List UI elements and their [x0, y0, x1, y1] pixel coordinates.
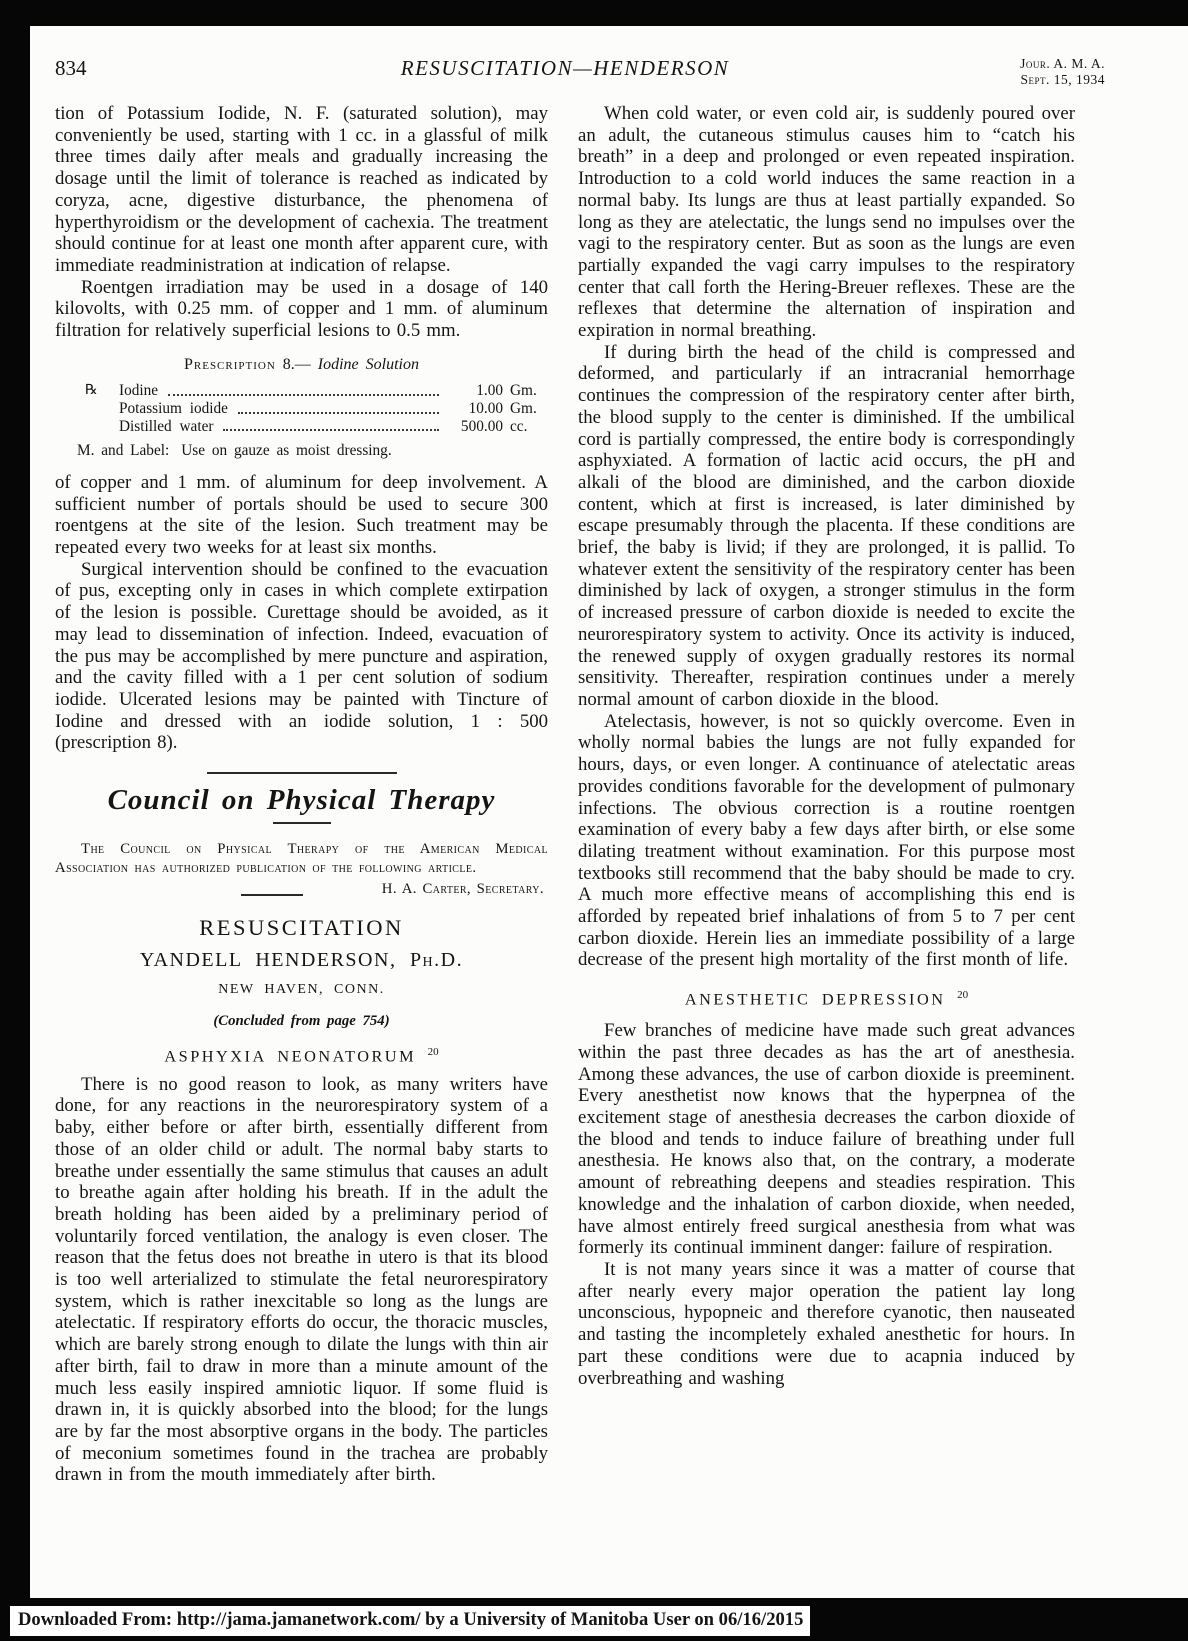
ingredient-name: Iodine	[119, 382, 159, 400]
section-heading-anesthetic	[578, 985, 1075, 1010]
prescription-row	[55, 400, 548, 418]
article-location: NEW HAVEN, CONN.	[218, 982, 385, 998]
ingredient-name: Potassium iodide	[119, 400, 228, 418]
dot-leader	[238, 412, 439, 414]
section-divider-rule	[207, 772, 397, 774]
secretary-row	[55, 879, 548, 903]
council-section-heading: Council on Physical Therapy	[107, 784, 496, 817]
journal-name: Jour. A. M. A.	[1020, 56, 1105, 71]
prescription-title-number: 8.—	[282, 355, 311, 373]
right-column	[578, 103, 1075, 1389]
running-title: RESUSCITATION—HENDERSON	[400, 56, 730, 80]
prescription-title	[55, 354, 548, 376]
page-header	[55, 56, 1105, 88]
section-heading-text: ASPHYXIA NEONATORUM	[164, 1046, 417, 1065]
body-paragraph: tion of Potassium Iodide, N. F. (saturated solution), may conveniently be used, starting with 1 cc. in a glassful of milk three times daily after meals and gradually increasing the dosage until the limit of tolerance is reached as indicated by coryza, acne, digestive disturbance, the phenomena of hyperthyroidism or the development of cachexia. The treatment should continue for at least one month after apparent cure, with immediate readministration at indication of relapse.	[55, 103, 548, 276]
ingredient-unit: cc.	[510, 417, 528, 435]
body-paragraph: Surgical intervention should be confined to the evacuation of pus, excepting only in cases in which complete extirpation of the lesion is possible. Curettage should be avoided, as it may lead to dissemination of infection. Indeed, evacuation of the pus may be accomplished by mere puncture and aspiration, and the cavity filled with a 1 per cent solution of sodium iodide. Ulcerated lesions may be painted with Tincture of Iodine and dressed with an iodide solution, 1 : 500 (prescription 8).	[55, 558, 548, 754]
secretary-signature: H. A. Carter, Secretary.	[381, 880, 544, 897]
body-paragraph: It is not many years since it was a matter of course that after nearly every major operation the patient lay long unconscious, hypopneic and therefore cyanotic, then nauseated and tasting the incompletely exhaled anesthetic for hours. In part these conditions were due to acapnia induced by overbreathing and washing	[578, 1258, 1075, 1389]
body-paragraph: If during birth the head of the child is compressed and deformed, and particularly if an intracranial hemorrhage continues the compression of the respiratory center after birth, the blood supply to the center is diminished. If the umbilical cord is partially compressed, the entire body is correspondingly asphyxiated. A formation of lactic acid occurs, the pH and alkali of the blood are diminished, and the carbon dioxide content, which at first is increased, is later diminished by escape presumably through the placenta. If these conditions are brief, the baby is livid; if they are prolonged, it is pallid. To whatever extent the sensitivity of the respiratory center has been diminished by lack of oxygen, a stronger stimulus in the form of increased pressure of carbon dioxide is needed to excite the neurorespiratory system to activity. Once its activity is induced, the renewed supply of oxygen gradually restores its normal sensitivity. Thereafter, respiration continues under a merely normal amount of carbon dioxide in the blood.	[578, 341, 1075, 710]
body-paragraph: When cold water, or even cold air, is suddenly poured over an adult, the cutaneous stimulus causes him to “catch his breath” in a deep and prolonged or even repeated inspiration. Introduction to a cold world induces the same reaction in a normal baby. Its lungs are thus at least partially expanded. So long as they are atelectatic, the lungs send no impulses over the vagi to the respiratory center. But as soon as the lungs are even partially expanded the vagi carry impulses to the respiratory center that call forth the Hering-Breuer reflexes. These are the reflexes that determine the alternation of inspiration and expiration in normal breathing.	[578, 103, 1075, 342]
prescription-label-line	[55, 440, 548, 462]
left-column	[55, 103, 548, 1486]
page-number: 834	[55, 56, 87, 80]
authorization-note: The Council on Physical Therapy of the American Medical Association has authorized publication of the following article.	[55, 840, 548, 877]
download-provenance-bar: Downloaded From: http://jama.jamanetwork.com/ by a University of Manitoba User on 06/16/2015	[10, 1606, 810, 1636]
journal-reference	[955, 56, 1105, 88]
label-prefix: M. and Label:	[77, 442, 170, 460]
footnote-reference: 20	[427, 1045, 439, 1058]
body-paragraph: Atelectasis, however, is not so quickly overcome. Even in wholly normal babies the lungs are not fully expanded for hours, days, or even longer. A continuance of atelectatic areas provides conditions favorable for the development of pulmonary infections. The obvious correction is a routine roentgen examination of every baby a few days after birth, or else some dilating treatment without examination. For this purpose most textbooks still recommend that the baby should be made to cry. A much more effective means of accomplishing this end is afforded by repeated brief inhalations of from 5 to 7 per cent carbon dioxide. Herein lies an immediate possibility of a large decrease of the present high mortality of the first month of life.	[578, 710, 1075, 971]
ingredient-amount: 500.00	[460, 417, 503, 435]
article-title: RESUSCITATION	[199, 914, 404, 940]
footnote-reference: 20	[957, 989, 969, 1002]
prescription-title-name: Iodine Solution	[317, 355, 419, 373]
concluded-note: (Concluded from page 754)	[213, 1012, 390, 1029]
rx-symbol: ℞	[85, 382, 98, 399]
dot-leader	[168, 394, 439, 396]
body-paragraph: of copper and 1 mm. of aluminum for deep involvement. A sufficient number of portals should be used to secure 300 roentgens at the site of the lesion. Such treatment may be repeated every two weeks for at least six months.	[55, 471, 548, 559]
label-text: Use on gauze as moist dressing.	[181, 442, 392, 460]
article-author: YANDELL HENDERSON, Ph.D.	[139, 949, 464, 972]
dot-leader	[223, 429, 439, 431]
ingredient-unit: Gm.	[510, 400, 537, 418]
section-heading-asphyxia	[55, 1042, 548, 1067]
ingredient-amount: 1.00	[476, 382, 503, 400]
prescription-row	[55, 418, 548, 436]
body-paragraph: Few branches of medicine have made such great advances within the past three decades as has the art of anesthesia. Among these advances, the use of carbon dioxide is preeminent. Every anesthetist now knows that the hyperpnea of the excitement stage of anesthesia decreases the carbon dioxide of the blood and tends to induce failure of breathing under full anesthesia. He knows also that, on the contrary, a moderate amount of rebreathing deepens and steadies respiration. This knowledge and the inhalation of carbon dioxide, when needed, have almost entirely freed surgical anesthesia from what was formerly its continual imminent danger: failure of respiration.	[578, 1020, 1075, 1259]
short-rule	[241, 894, 303, 896]
journal-date: Sept. 15, 1934	[1020, 72, 1105, 87]
ingredient-unit: Gm.	[510, 382, 537, 400]
body-paragraph: Roentgen irradiation may be used in a dosage of 140 kilovolts, with 0.25 mm. of copper and 1 mm. of aluminum filtration for relatively superficial lesions to 0.5 mm.	[55, 276, 548, 342]
ingredient-amount: 10.00	[468, 400, 503, 418]
section-heading-text: ANESTHETIC DEPRESSION	[684, 989, 946, 1009]
ingredient-name: Distilled water	[119, 417, 214, 435]
short-rule	[273, 822, 331, 824]
page-body	[30, 26, 1188, 1598]
prescription-title-label: Prescription	[183, 355, 276, 373]
body-paragraph: There is no good reason to look, as many writers have done, for any reactions in the neurorespiratory system of a baby, either before or after birth, essentially different from those of an older child or adult. The normal baby starts to breathe under essentially the same stimulus that causes an adult to breathe again after holding his breath. If in the adult the breath holding has been aided by a preliminary period of voluntarily forced ventilation, the analogy is even closer. The reason that the fetus does not breathe in utero is that its blood is too well arterialized to stimulate the fetal neurorespiratory system, which is rather inexcitable so long as the lungs are atelectatic. If respiratory efforts do occur, the thoracic muscles, which are barely strong enough to dilate the lungs with thin air after birth, fail to draw in more than a minute amount of the much less easily inspired amniotic liquor. If some fluid is drawn in, it is quickly absorbed into the blood; for the lungs are by far the most absorptive organs in the body. The particles of meconium sometimes found in the trachea are probably drawn in from the mouth immediately after birth.	[55, 1073, 548, 1486]
prescription-table	[55, 354, 548, 462]
prescription-row	[55, 382, 548, 400]
